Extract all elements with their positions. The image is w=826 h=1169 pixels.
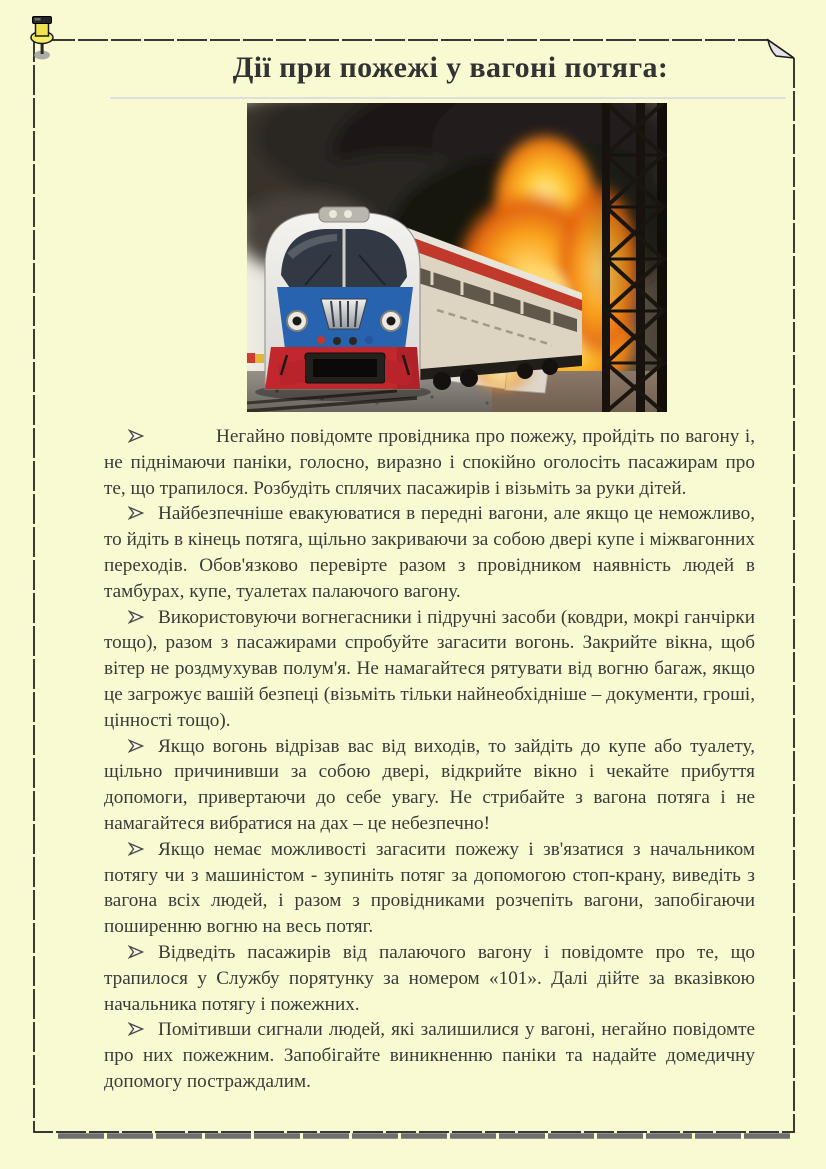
pushpin-icon — [26, 11, 60, 61]
locomotive-front — [255, 207, 431, 401]
list-item-text: Якщо вогонь відрізав вас від виходів, то зайдіть до купе або туалету, щільно причинивши за собою двері, відкрийте вікно і чекайте прибуття допомоги, привертаючи до себе увагу. Не стрибайте з вагона потяга і не намагайтеся вибратися на дах – це небезпечно! — [104, 735, 755, 834]
list-item-text: Якщо немає можливості загасити пожежу і зв'язатися з начальником потягу чи з машиністом - зупиніть потяг за допомогою стоп-крану, виведіть з вагона всіх людей, і разом з провідниками розчепіть вагони, запобігаючи поширенню вогню на весь потяг. — [104, 838, 755, 938]
title-divider — [110, 97, 786, 99]
arrowhead-bullet-icon — [116, 1017, 158, 1043]
list-item — [104, 1017, 755, 1094]
page-title: Дії при пожежі у вагоні потяга: — [232, 51, 669, 84]
folded-corner-icon — [768, 40, 794, 58]
list-item — [104, 501, 755, 604]
list-item — [104, 605, 755, 734]
list-item-text: Негайно повідомте провідника про пожежу, пройдіть по вагону і, не піднімаючи паніки, голосно, виразно і спокійно оголосіть пасажирам про те, що трапилося. Розбудіть сплячих пасажирів і візьміть за руки дітей. — [104, 426, 755, 499]
list-item — [104, 424, 755, 501]
burning-train-photo — [247, 103, 667, 412]
arrowhead-bullet-icon — [116, 605, 158, 631]
list-item-text: Використовуючи вогнегасники і підручні засоби (ковдри, мокрі ганчірки тощо), разом з пасажирами спробуйте загасити вогонь. Закрийте вікна, щоб вітер не роздмухував полум'я. Не намагайтеся рятувати від вогню багаж, якщо це загрожує вашій безпеці (візьміть тільки найнеобхідніше – документи, гроші, цінності тощо). — [104, 606, 755, 731]
list-item — [104, 734, 755, 837]
arrowhead-bullet-icon — [116, 501, 158, 527]
list-item — [104, 837, 755, 940]
list-item — [104, 940, 755, 1017]
arrowhead-bullet-icon — [116, 734, 158, 760]
instruction-list — [104, 424, 755, 1095]
arrowhead-bullet-icon — [116, 940, 158, 966]
list-item-text: Помітивши сигнали людей, які залишилися у вагоні, негайно повідомте про них пожежним. Запобігайте виникненню паніки та надайте домедичну допомогу постраждалим. — [104, 1019, 755, 1092]
list-item-text: Найбезпечніше евакуюватися в передні вагони, але якщо це неможливо, то йдіть в кінець потяга, щільно закриваючи за собою двері купе і міжвагонних переходів. Обов'язково перевірте разом з провідником наявність людей в тамбурах, купе, туалетах палаючого вагону. — [104, 503, 755, 602]
arrowhead-bullet-icon — [116, 837, 158, 863]
list-item-text: Відведіть пасажирів від палаючого вагону і повідомте про те, що трапилося у Службу порятунку за номером «101». Далі дійте за вказівкою начальника потягу і пожежних. — [104, 941, 755, 1015]
arrowhead-bullet-icon — [116, 424, 216, 450]
